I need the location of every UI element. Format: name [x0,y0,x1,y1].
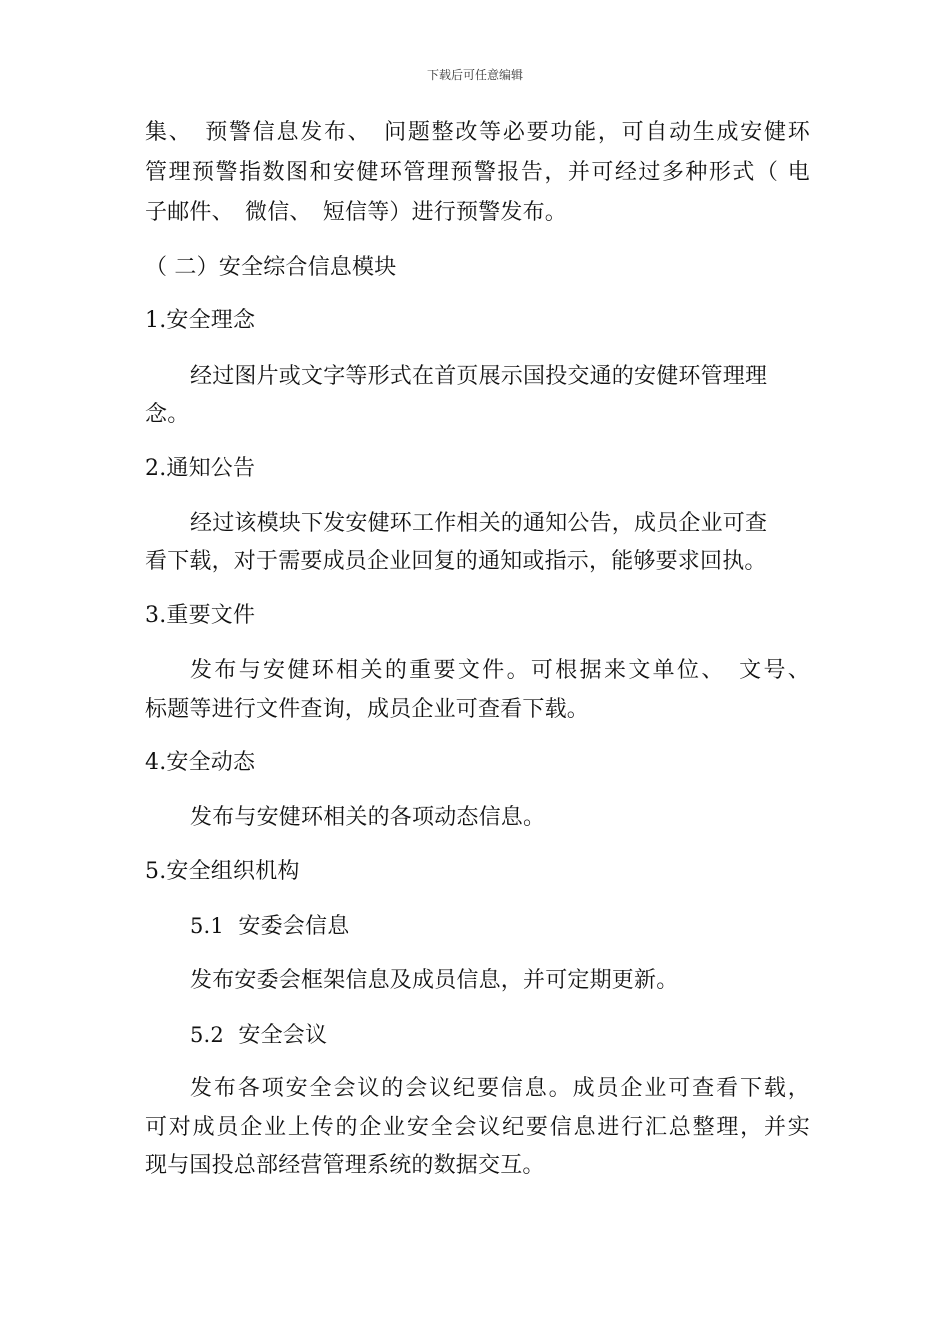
page-header: 下载后可任意编辑 [426,68,523,82]
paragraph-line: 发布各项安全会议的会议纪要信息。成员企业可查看下载， [190,1076,810,1101]
heading-number: 3. [145,603,167,628]
paragraph-line: 标题等进行文件查询，成员企业可查看下载。 [145,697,590,722]
paragraph-line: 现与国投总部经营管理系统的数据交互。 [145,1153,545,1178]
paragraph-line: 经过图片或文字等形式在首页展示国投交通的安健环管理理 [190,364,768,389]
heading-title: 重要文件 [166,603,256,628]
heading-title: 安全理念 [166,308,256,333]
paragraph-line: 管理预警指数图和安健环管理预警报告，并可经过多种形式（ 电 [145,160,810,185]
section-heading: （ 二）安全综合信息模块 [145,255,397,280]
heading-title: 安全动态 [166,750,256,775]
subsection-heading [145,858,810,886]
paragraph-line: 子邮件、 微信、 短信等）进行预警发布。 [145,200,568,225]
subsection-heading [145,602,810,630]
paragraph-line: 集、 预警信息发布、 问题整改等必要功能，可自动生成安健环 [145,120,810,145]
paragraph-line: 发布与安健环相关的各项动态信息。 [190,805,546,830]
sub-heading-number: 5.2 [190,1023,224,1047]
heading-number: 5. [145,859,167,884]
heading-number: 4. [145,750,167,775]
sub-heading-title: 安委会信息 [238,914,350,939]
heading-title: 安全组织机构 [166,859,300,884]
subsection-heading [145,307,810,335]
sub-heading-title: 安全会议 [238,1023,328,1048]
subsection-heading [145,749,810,777]
sub-heading [190,1021,810,1050]
sub-heading [190,912,810,941]
sub-heading-number: 5.1 [190,914,224,938]
paragraph-line: 发布安委会框架信息及成员信息，并可定期更新。 [190,968,679,993]
paragraph-line: 可对成员企业上传的企业安全会议纪要信息进行汇总整理，并实 [145,1115,810,1140]
heading-number: 1. [145,308,167,333]
heading-number: 2. [145,456,167,481]
paragraph-line: 看下载，对于需要成员企业回复的通知或指示，能够要求回执。 [145,549,767,574]
subsection-heading [145,455,810,483]
heading-title: 通知公告 [166,456,256,481]
paragraph-line: 念。 [145,402,190,427]
paragraph-line: 经过该模块下发安健环工作相关的通知公告，成员企业可查 [190,511,768,536]
paragraph-line: 发布与安健环相关的重要文件。可根据来文单位、 文号、 [190,658,810,683]
